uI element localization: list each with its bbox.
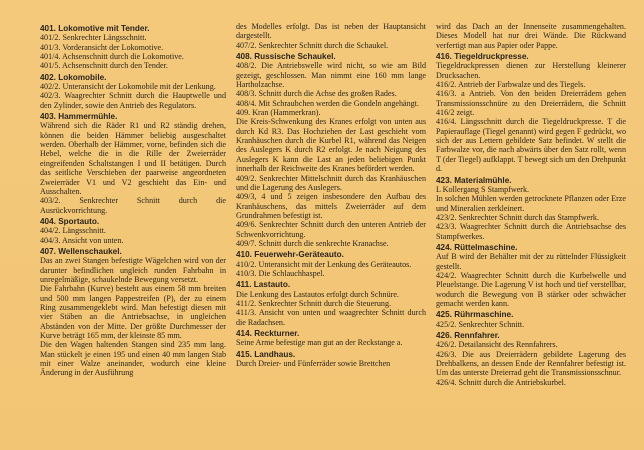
paragraph: Seine Arme befestige man gut an der Reckstange a. [236, 338, 403, 348]
paragraph: Tiegeldruckpressen dienen zur Herstellung kleinerer Drucksachen. [436, 61, 626, 80]
paragraph: 410/2. Unteransicht mit der Lenkung des Geräteautos. [236, 259, 412, 269]
paragraph: 403/2. Senkrechter Schnitt durch die Ausrückvorrichtung. [40, 196, 226, 215]
paragraph: 401/4. Achsenschnitt durch die Lokomotive. [40, 52, 184, 62]
section-heading: 415. Landhaus. [236, 349, 296, 359]
section-heading: 410. Feuerwehr-Geräteauto. [236, 250, 344, 260]
paragraph: 416/3. a Antrieb. Von den beiden Dreierrädern gehen Transmissionsschnüre zu den Dreierrädern, die Schnitt 416/2 zeigt. [436, 89, 626, 118]
paragraph: 410/3. Die Schlauchhaspel. [236, 268, 325, 278]
paragraph: 426/2. Detailansicht des Rennfahrers. [436, 340, 558, 350]
paragraph: Die Kreis-Schwenkung des Kranes erfolgt von unten aus durch Kd R3. Das Hochziehen der Last geschieht vom Kranhäuschen durch die Kurbel R1, während das Neigen des Auslegers K durch R2 erfolgt. Je nach Neigung des Auslegers K kann die Last an jeden beliebigen Punkt innerhalb der Reichweite des Kranes befördert werden. [236, 117, 426, 174]
paragraph: Die Fahrbahn (Kurve) besteht aus einem 58 mm breiten und 500 mm langen Pappestreifen (P), der zu einem Ring zusammengeklebt wird. Man befestigt diesen mit vier Stäben an die Antriebsachse, in ungleichen Abständen von der Mitte. Der größte Durchmesser der Kurve beträgt 165 mm, der kleinste 85 mm. [40, 284, 226, 340]
paragraph: 425/2. Senkrechter Schnitt. [436, 319, 525, 329]
paragraph: 402/3. Waagrechter Schnitt durch die Hauptwelle und den Zylinder, sowie den Antrieb des Regulators. [40, 91, 226, 110]
paragraph: 407/2. Senkrechter Schnitt durch die Schaukel. [236, 40, 389, 50]
paragraph: 408/4. Mit Schraubchen werden die Gondeln angehängt. [236, 98, 419, 108]
section-heading: 424. Rüttelmaschine. [436, 242, 518, 252]
column-middle [236, 22, 426, 387]
section-heading: 403. Hammermühle. [40, 112, 118, 122]
paragraph: Durch Dreier- und Fünferräder sowie Brettchen [236, 359, 391, 369]
paragraph: wird das Dach an der Innenseite zusammengehalten. Dieses Modell hat nur drei Wände. Die Rückwand verfertigt man aus Papier oder Pappe. [436, 22, 626, 50]
paragraph: 411/2. Senkrechter Schnitt durch die Steuerung. [236, 298, 392, 308]
paragraph: 408/2. Die Antriebswelle wird nicht, so wie am Bild gezeigt, geschlossen. Man nimmt eine 160 mm lange Hartholzachse. [236, 61, 426, 90]
paragraph: 416/2. Antrieb der Farbwalze und des Tiegels. [436, 80, 586, 90]
paragraph: Auf B wird der Behälter mit der zu rüttelnder Flüssigkeit gestellt. [436, 252, 626, 271]
paragraph: 426/4. Schnitt durch die Antriebskurbel. [436, 377, 566, 387]
paragraph: 401/2. Senkrechter Längsschnitt. [40, 33, 147, 43]
paragraph: 402/2. Unteransicht der Lokomobile mit der Lenkung. [40, 82, 216, 92]
section-heading: 426. Rennfahrer. [436, 331, 500, 340]
paragraph: 409/6. Senkrechter Schnitt durch den unteren Antrieb der Schwenkvorrichtung. [236, 220, 426, 239]
paragraph: 409/3, 4 und 5 zeigen insbesondere den Aufbau des Kranhäuschens, das mittels Zweierräder auf dem Grundrahmen befestigt ist. [236, 192, 426, 220]
paragraph: 401/5. Achsenschnitt durch den Tender. [40, 61, 168, 71]
paragraph: 401/3. Vorderansicht der Lokomotive. [40, 42, 164, 52]
paragraph: 408/3. Schnitt durch die Achse des großen Rades. [236, 89, 397, 99]
paragraph: In solchen Mühlen werden getrocknete Pflanzen oder Erze und Mineralien zerkleinert. [436, 194, 626, 213]
paragraph: 404/3. Ansicht von unten. [40, 235, 124, 245]
paragraph: 416/4. Längsschnitt durch die Tiegeldruckpresse. T die Papierauflage (Tiegel genannt) wird gegen F gedrückt, wo sich der aus Lettern gebildete Satz befindet. W stellt die Farbwalze vor, die nach abwärts über den Satz rollt, wenn T (der Tiegel) aufklappt. T bewegt sich um den Drehpunkt d. [436, 117, 626, 174]
paragraph: Die Lenkung des Lastautos erfolgt durch Schnüre. [236, 289, 399, 299]
column-left [40, 22, 226, 387]
section-heading: 404. Sportauto. [40, 216, 100, 226]
section-heading: 408. Russische Schaukel. [236, 52, 336, 62]
section-heading: 401. Lokomotive mit Tender. [40, 24, 150, 33]
paragraph: 426/3. Die aus Dreierrädern gebildete Lagerung des Drehbalkens, an dessen Ende der Rennfahrer befestigt ist. Um das unterste Dreierrad geht die Transmissionsschnur. [436, 349, 626, 378]
section-heading: 407. Wellenschaukel. [40, 246, 122, 256]
paragraph: 409/7. Schnitt durch die senkrechte Kranachse. [236, 238, 389, 248]
paragraph: 411/3. Ansicht von unten und waagrechter Schnitt durch die Radachsen. [236, 308, 426, 327]
paragraph: L Kollergang S Stampfwerk. [436, 184, 530, 194]
paragraph: 424/2. Waagrechter Schnitt durch die Kurbelwelle und Pleuelstange. Die Lagerung V ist hoch und tief verstellbar, wodurch die Bewegung von B stärker oder schwächer gemacht werden kann. [436, 270, 626, 308]
paragraph: Das an zwei Stangen befestigte Wägelchen wird von der darunter befindlichen ungleich runden Fahrbahn in unregelmäßige, schaukelnde Bewegung versetzt. [40, 256, 226, 284]
section-heading: 425. Rührmaschine. [436, 310, 514, 320]
text-columns [40, 22, 630, 387]
paragraph: 423/2. Senkrechter Schnitt durch das Stampfwerk. [436, 212, 599, 222]
paragraph: 409/2. Senkrechter Mittelschnitt durch das Kranhäuschen und die Lagerung des Auslegers. [236, 173, 426, 192]
section-heading: 423. Materialmühle. [436, 175, 512, 185]
paragraph: Die den Wagen haltenden Stangen sind 235 mm lang. Man stückelt je einen 195 und einen 40 mm langen Stab mit einer Walze aneinander, wodurch eine kleine Änderung in der Ausführung [40, 340, 226, 378]
paragraph: Während sich die Räder R1 und R2 ständig drehen, können die beiden Hämmer beliebig ausgeschaltet werden. Oberhalb der Hämmer, vorne, befinden sich die Hebel, welche die in die Rille der Zweierräder eingreifenden Schaltstangen I und II betätigen. Durch das seitliche Verschieben der paarweise angeordneten Zweierräder V1 und V2 geschieht das Ein- und Ausschalten. [40, 121, 226, 196]
paragraph: 404/2. Längsschnitt. [40, 226, 106, 236]
section-heading: 411. Lastauto. [236, 280, 291, 290]
paragraph: 409. Kran (Hammerkran). [236, 108, 321, 118]
paragraph: des Modelles erfolgt. Das ist neben der Hauptansicht dargestellt. [236, 22, 426, 41]
section-heading: 416. Tiegeldruckpresse. [436, 52, 529, 62]
section-heading: 402. Lokomobile. [40, 72, 107, 82]
section-heading: 414. Reckturner. [236, 329, 300, 338]
column-right [436, 22, 626, 387]
paragraph: 423/3. Waagrechter Schnitt durch die Antriebsachse des Stampfwerkes. [436, 222, 626, 241]
